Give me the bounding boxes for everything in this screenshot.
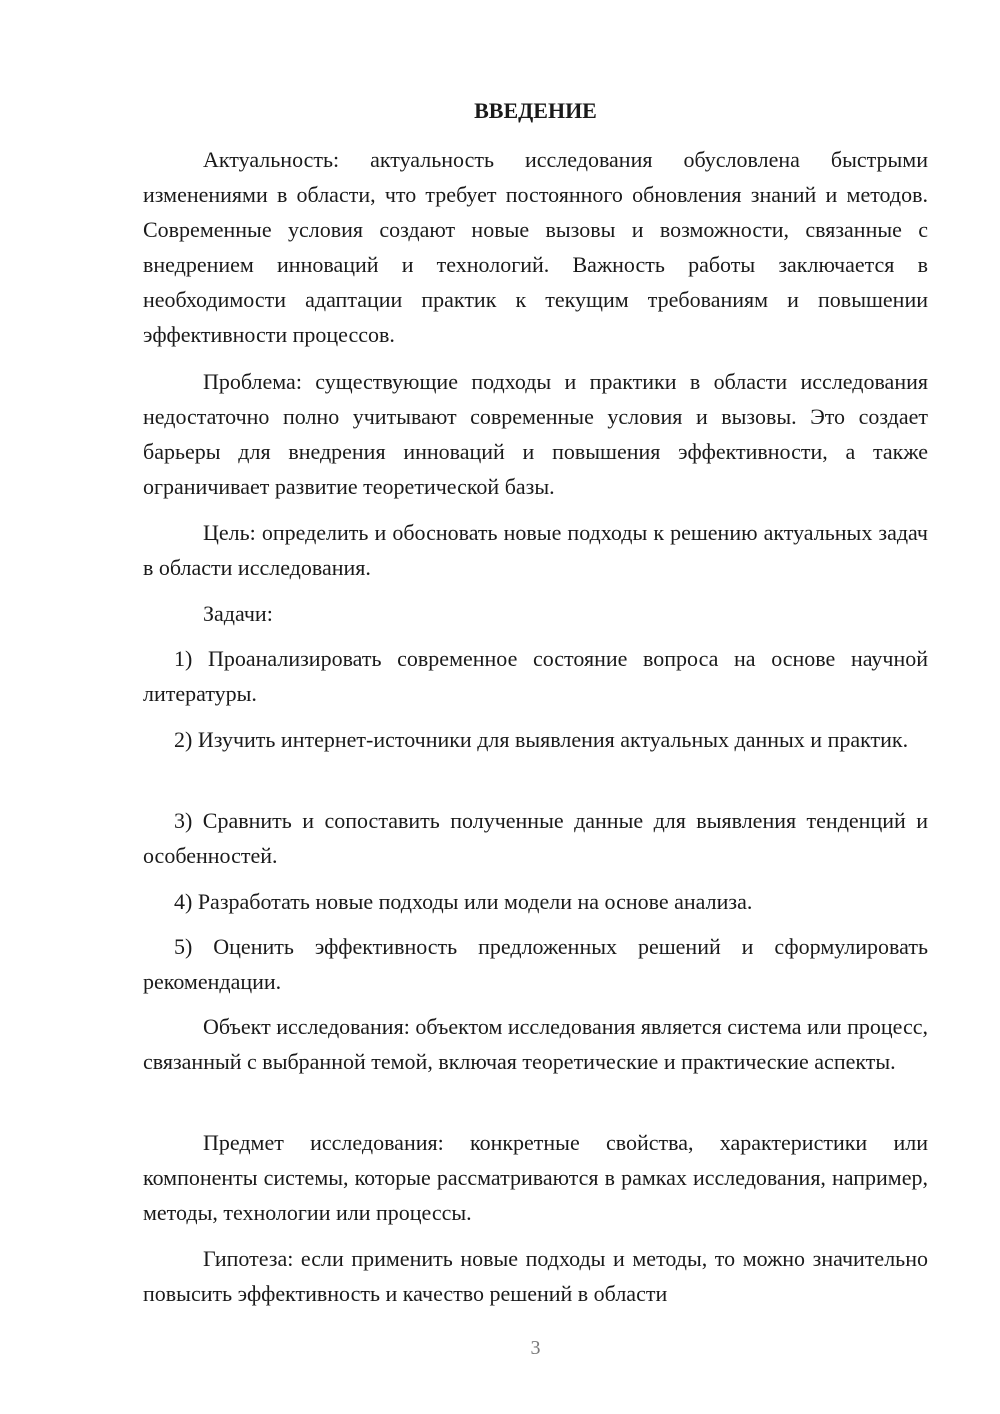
paragraph-subject: Предмет исследования: конкретные свойства, характеристики или компоненты системы, которые рассматриваются в рамках исследования, например, методы, технологии или процессы. xyxy=(143,1130,928,1225)
paragraph-goal: Цель: определить и обосновать новые подходы к решению актуальных задач в области исследования. xyxy=(143,520,928,580)
paragraph-hypothesis: Гипотеза: если применить новые подходы и методы, то можно значительно повысить эффективность и качество решений в области xyxy=(143,1246,928,1306)
list-item-task-5: 5) Оценить эффективность предложенных решений и сформулировать рекомендации. xyxy=(143,934,928,994)
list-item-task-1: 1) Проанализировать современное состояние вопроса на основе научной литературы. xyxy=(143,646,928,706)
paragraph-problem: Проблема: существующие подходы и практики в области исследования недостаточно полно учитывают современные условия и вызовы. Это создает барьеры для внедрения инноваций и повышения эффективности, а также ограничивает развитие теоретической базы. xyxy=(143,369,928,499)
page-number: 3 xyxy=(530,1337,541,1359)
paragraph-relevance: Актуальность: актуальность исследования обусловлена быстрыми изменениями в области, что требует постоянного обновления знаний и методов. Современные условия создают новые вызовы и возможности, связанные с внедрением инноваций и технологий. Важность работы заключается в необходимости адаптации практик к текущим требованиям и повышении эффективности процессов. xyxy=(143,147,928,347)
list-item-task-2: 2) Изучить интернет-источники для выявления актуальных данных и практик. xyxy=(174,727,909,752)
tasks-heading: Задачи: xyxy=(203,601,273,626)
list-item-task-3: 3) Сравнить и сопоставить полученные данные для выявления тенденций и особенностей. xyxy=(143,808,928,868)
list-item-task-4: 4) Разработать новые подходы или модели на основе анализа. xyxy=(174,889,753,914)
paragraph-object: Объект исследования: объектом исследования является система или процесс, связанный с выбранной темой, включая теоретические и практические аспекты. xyxy=(143,1014,928,1074)
page-title: ВВЕДЕНИЕ xyxy=(474,98,597,123)
